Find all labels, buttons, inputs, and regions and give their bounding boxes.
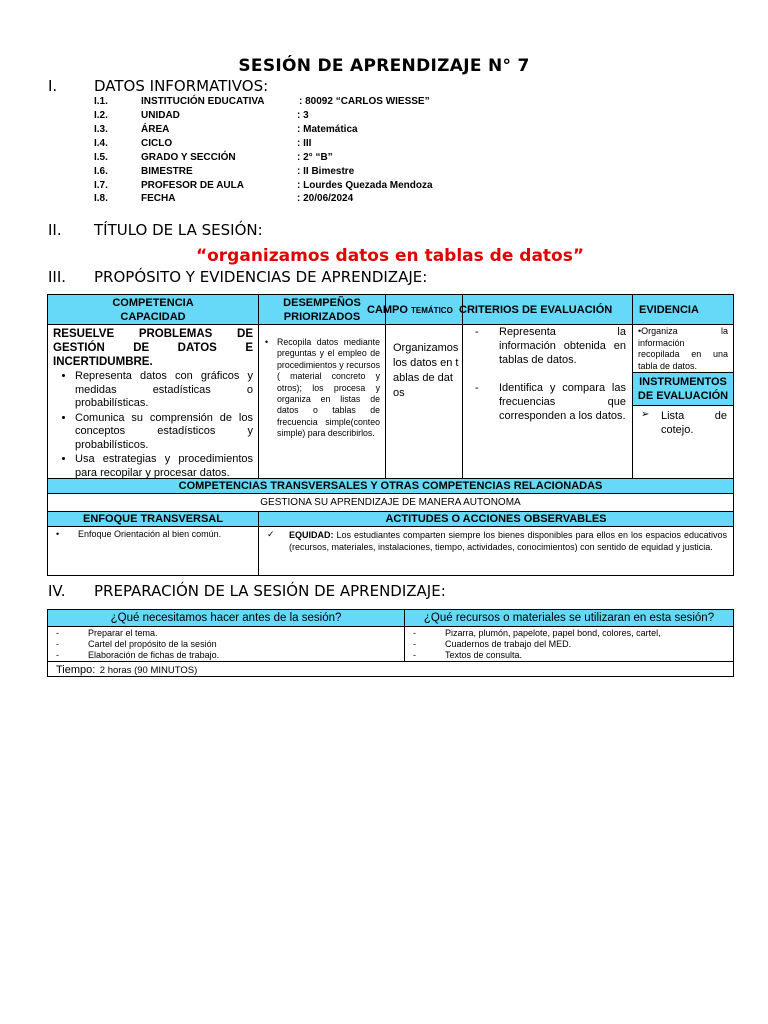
actitudes-header: ACTITUDES O ACCIONES OBSERVABLES [258, 511, 734, 527]
prep-right-item: - Cuadernos de trabajo del MED. [405, 639, 733, 650]
info-value: : II Bimestre [297, 166, 355, 177]
tiempo-row [47, 661, 734, 677]
capacidad-item: • Usa estrategias y procedimientos para recopilar y procesar datos. [75, 453, 253, 480]
prep-right-cell [404, 626, 734, 662]
prep-left-item: - Preparar el tema. [48, 628, 404, 639]
criterios-cell [462, 324, 633, 479]
info-label: FECHA [141, 193, 176, 204]
header-campo-label [367, 303, 453, 318]
criterio-item [463, 381, 626, 423]
prep-left-header: ¿Qué necesitamos hacer antes de la sesión? [47, 609, 405, 627]
prep-left-item: - Elaboración de fichas de trabajo. [48, 650, 404, 661]
equidad-label: EQUIDAD: [289, 530, 334, 540]
header-priorizados-label: PRIORIZADOS [283, 311, 361, 323]
prep-right-item: - Textos de consulta. [405, 650, 733, 661]
info-row [0, 166, 768, 180]
info-value: : III [297, 138, 312, 149]
tiempo-label: Tiempo: [56, 664, 96, 676]
info-label: ÁREA [141, 124, 170, 135]
info-row [0, 110, 768, 124]
actitud-item [259, 527, 733, 553]
session-title: “organizamos datos en tablas de datos” [195, 246, 585, 266]
transversal-text: GESTIONA SU APRENDIZAJE DE MANERA AUTONOMA [47, 493, 734, 512]
section-label: PROPÓSITO Y EVIDENCIAS DE APRENDIZAJE: [94, 268, 428, 286]
info-value: : 80092 “CARLOS WIESSE” [299, 96, 430, 107]
criterio-item [463, 325, 626, 367]
header-campo-text: CAMPO [367, 304, 408, 316]
info-value: : 3 [297, 110, 309, 121]
capacidad-item: • Representa datos con gráficos y medidas estadísticas o probabilísticas. [75, 370, 253, 411]
desempeno-cell [258, 324, 386, 479]
enfoque-item [48, 527, 258, 540]
info-value: : 20/06/2024 [297, 193, 354, 204]
section-heading-1 [0, 77, 768, 97]
instrumento-item [633, 407, 733, 437]
info-label: BIMESTRE [141, 166, 193, 177]
header-criterios-label: CRITERIOS DE EVALUACIÓN [459, 304, 613, 316]
header-tematico-text: TEMÁTICO [411, 306, 453, 315]
section-heading-4 [0, 582, 768, 602]
transversales-header: COMPETENCIAS TRANSVERSALES Y OTRAS COMPETENCIAS RELACIONADAS [47, 478, 734, 494]
competencia-cell [47, 324, 259, 479]
prep-right-item: - Pizarra, plumón, papelote, papel bond, colores, cartel, [405, 628, 733, 639]
capacidades-list [53, 370, 253, 480]
info-code: I.1. [94, 96, 108, 107]
section-number: IV. [48, 582, 66, 600]
competencia-title: RESUELVE PROBLEMAS DE GESTIÓN DE DATOS E INCERTIDUMBRE. [53, 328, 253, 368]
check-icon: ✓ [267, 529, 275, 539]
desempeno-item [263, 337, 380, 440]
tiempo-value: 2 horas (90 MINUTOS) [99, 665, 198, 676]
info-label: GRADO Y SECCIÓN [141, 152, 236, 163]
prep-right-list [405, 628, 733, 661]
prep-left-cell [47, 626, 405, 662]
info-row [0, 193, 768, 207]
criterio-text: Representa la información obtenida en tablas de datos. [499, 326, 626, 366]
bullet-icon: • [265, 337, 269, 347]
info-label: UNIDAD [141, 110, 180, 121]
info-value: : Matemática [297, 124, 358, 135]
dash-icon: - [475, 382, 479, 394]
section-number: III. [48, 268, 67, 286]
prep-right-header: ¿Qué recursos o materiales se utilizaran en esta sesión? [404, 609, 734, 627]
info-code: I.6. [94, 166, 108, 177]
equidad-text: Los estudiantes comparten siempre los bienes disponibles para ellos en los espacios educativos (recursos, materiales, instalaciones, tiempo, actividades, conocimientos) con sentido de equidad y justicia. [289, 530, 727, 552]
dash-icon: - [475, 326, 479, 338]
info-code: I.7. [94, 180, 108, 191]
desempeno-text: Recopila datos mediante preguntas y el empleo de procedimientos y recursos ( material concreto y otros); los procesa y organiza en listas de datos o tablas de frecuencia simple(conteo simple) para describirlos. [277, 337, 380, 439]
section-number: I. [48, 77, 58, 95]
arrow-icon: ➢ [641, 409, 650, 420]
info-row [0, 96, 768, 110]
section-label: PREPARACIÓN DE LA SESIÓN DE APRENDIZAJE: [94, 582, 446, 600]
enfoque-cell [47, 526, 259, 576]
info-code: I.3. [94, 124, 108, 135]
page-title: SESIÓN DE APRENDIZAJE N° 7 [238, 56, 530, 76]
campo-text: Organizamos los datos en tablas de datos [393, 342, 459, 399]
enfoque-header: ENFOQUE TRANSVERSAL [47, 511, 259, 527]
info-row [0, 138, 768, 152]
section-heading-2 [0, 221, 768, 241]
criterio-text: Identifica y compara las frecuencias que corresponden a los datos. [499, 382, 626, 422]
section-label: TÍTULO DE LA SESIÓN: [94, 221, 263, 239]
info-list [0, 96, 768, 208]
info-value: : 2° “B” [297, 152, 333, 163]
info-label: CICLO [141, 138, 173, 149]
info-code: I.2. [94, 110, 108, 121]
bullet-icon: • [56, 529, 60, 539]
info-row [0, 124, 768, 138]
instrumentos-header: INSTRUMENTOS DE EVALUACIÓN [633, 372, 733, 406]
actitudes-cell [258, 526, 734, 576]
header-desempenos-label: DESEMPEÑOS [283, 297, 361, 309]
section-number: II. [48, 221, 62, 239]
info-code: I.5. [94, 152, 108, 163]
info-label: PROFESOR DE AULA [141, 180, 244, 191]
info-code: I.4. [94, 138, 108, 149]
section-heading-3 [0, 268, 768, 288]
prep-left-item: - Cartel del propósito de la sesión [48, 639, 404, 650]
capacidad-item: • Comunica su comprensión de los conceptos estadísticos y probabilísticos. [75, 412, 253, 453]
purpose-table [47, 294, 734, 576]
info-row [0, 152, 768, 166]
info-code: I.8. [94, 193, 108, 204]
enfoque-text: Enfoque Orientación al bien común. [78, 529, 222, 539]
header-evidencia: EVIDENCIA [632, 294, 734, 325]
instrumento-text: Lista de cotejo. [661, 410, 727, 436]
preparation-table [47, 609, 734, 677]
header-capacidad-label: CAPACIDAD [120, 311, 186, 323]
section-label: DATOS INFORMATIVOS: [94, 77, 269, 95]
campo-cell [385, 324, 463, 479]
evidencia-text: •Organiza la información recopilada en una tabla de datos. [638, 326, 728, 371]
header-competencia [47, 294, 259, 325]
prep-left-list [48, 628, 404, 661]
info-value: : Lourdes Quezada Mendoza [297, 180, 433, 191]
evidencia-cell [632, 324, 734, 479]
info-row [0, 180, 768, 194]
header-competencia-label: COMPETENCIA [112, 297, 194, 309]
info-label: INSTITUCIÓN EDUCATIVA [141, 96, 265, 107]
